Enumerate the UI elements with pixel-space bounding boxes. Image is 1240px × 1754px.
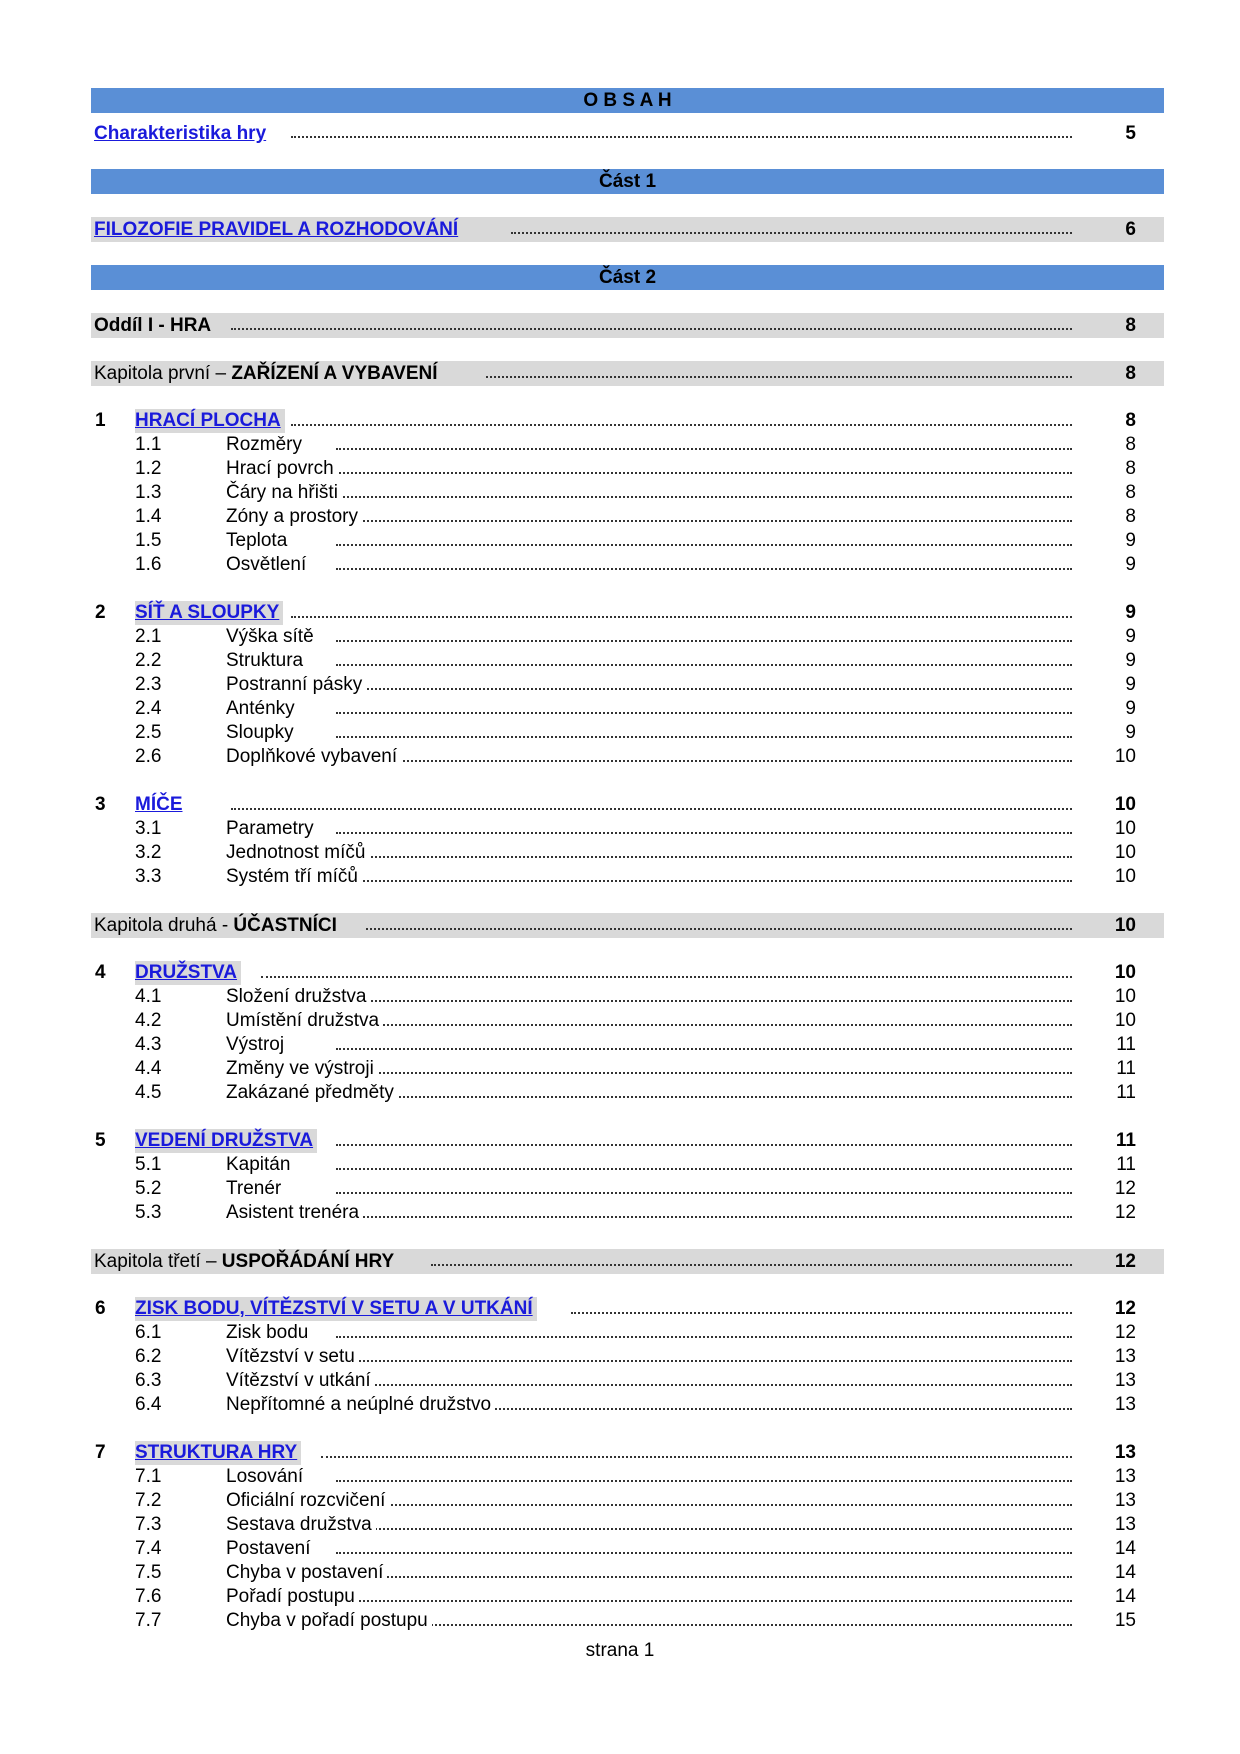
dot-leader: [431, 1264, 1072, 1266]
kapitola1-label: Kapitola první – ZAŘÍZENÍ A VYBAVENÍ: [94, 361, 442, 386]
dot-leader: [291, 424, 1072, 426]
item-title: Vítězství v setu: [226, 1345, 359, 1369]
kapitola3-title: USPOŘÁDÁNÍ HRY: [221, 1251, 395, 1272]
item-title: Jednotnost míčů: [226, 841, 369, 865]
toc-section-2: [91, 601, 1164, 625]
dot-leader: [336, 736, 1072, 738]
page-number: 5: [1125, 123, 1136, 144]
dot-leader: [336, 448, 1072, 450]
kapitola2-title: ÚČASTNÍCI: [233, 915, 337, 936]
item-number: 7.1: [135, 1466, 162, 1487]
toc-item: [91, 1561, 1164, 1585]
item-number: 3.3: [135, 866, 162, 887]
item-title: Výška sítě: [226, 625, 318, 649]
toc-section-3: [91, 793, 1164, 817]
item-title: Losování: [226, 1465, 307, 1489]
section-number: 2: [95, 602, 106, 623]
page-number: 10: [1114, 794, 1136, 815]
link-section-3[interactable]: MÍČE: [135, 794, 183, 815]
dot-leader: [336, 688, 1072, 690]
item-title: Chyba v pořadí postupu: [226, 1609, 432, 1633]
dot-leader: [571, 1312, 1072, 1314]
link-section-2[interactable]: SÍŤ A SLOUPKY: [135, 602, 280, 623]
toc-section-7: [91, 1441, 1164, 1465]
toc-item: [91, 1177, 1164, 1201]
item-title: Hrací povrch: [226, 457, 338, 481]
dot-leader: [321, 1456, 1072, 1458]
toc-entry-kapitola2: [91, 913, 1164, 938]
toc-item: [91, 1321, 1164, 1345]
dot-leader: [336, 472, 1072, 474]
item-title: Postavení: [226, 1537, 315, 1561]
toc-item: [91, 1537, 1164, 1561]
dot-leader: [336, 1192, 1072, 1194]
toc-entry-oddil1: [91, 313, 1164, 338]
dot-leader: [231, 328, 1072, 330]
page-number: 13: [1114, 1466, 1136, 1487]
item-number: 1.6: [135, 554, 162, 575]
page-number: 12: [1114, 1251, 1136, 1272]
item-title: Zakázané předměty: [226, 1081, 398, 1105]
toc-item: [91, 457, 1164, 481]
item-title: Výstroj: [226, 1033, 288, 1057]
toc-item: [91, 1009, 1164, 1033]
item-number: 2.5: [135, 722, 162, 743]
item-title: Trenér: [226, 1177, 285, 1201]
item-title: Zisk bodu: [226, 1321, 312, 1345]
page-number: 12: [1114, 1298, 1136, 1319]
item-title: Sestava družstva: [226, 1513, 376, 1537]
section-number: 4: [95, 962, 106, 983]
item-number: 1.2: [135, 458, 162, 479]
toc-item: [91, 553, 1164, 577]
dot-leader: [336, 520, 1072, 522]
dot-leader: [261, 976, 1072, 978]
item-number: 6.4: [135, 1394, 162, 1415]
item-number: 5.3: [135, 1202, 162, 1223]
toc-item: [91, 529, 1164, 553]
toc-item: [91, 433, 1164, 457]
page-number: 9: [1125, 602, 1136, 623]
item-title: Sloupky: [226, 721, 298, 745]
item-number: 7.2: [135, 1490, 162, 1511]
dot-leader: [336, 664, 1072, 666]
dot-leader: [511, 232, 1072, 234]
dot-leader: [336, 640, 1072, 642]
kapitola1-title: ZAŘÍZENÍ A VYBAVENÍ: [231, 363, 438, 384]
page-number: 10: [1114, 842, 1136, 863]
toc-section-5: [91, 1129, 1164, 1153]
item-number: 4.3: [135, 1034, 162, 1055]
item-title: Složení družstva: [226, 985, 370, 1009]
dot-leader: [336, 1528, 1072, 1530]
dot-leader: [336, 1024, 1072, 1026]
page-number: 10: [1114, 962, 1136, 983]
page-number: 10: [1114, 915, 1136, 936]
page-number: 8: [1125, 458, 1136, 479]
toc-item: [91, 649, 1164, 673]
page-number: 13: [1114, 1442, 1136, 1463]
page-number: 13: [1114, 1370, 1136, 1391]
item-title: Teplota: [226, 529, 291, 553]
page-footer: strana 1: [585, 1640, 655, 1661]
item-title: Postranní pásky: [226, 673, 366, 697]
toc-item: [91, 1033, 1164, 1057]
item-number: 3.2: [135, 842, 162, 863]
item-number: 4.1: [135, 986, 162, 1007]
link-section-4[interactable]: DRUŽSTVA: [135, 962, 238, 983]
item-title: Zóny a prostory: [226, 505, 362, 529]
section-number: 3: [95, 794, 106, 815]
page-number: 8: [1125, 363, 1136, 384]
link-charakteristika-hry[interactable]: Charakteristika hry: [94, 123, 267, 144]
toc-entry-charakteristika: [91, 121, 1164, 146]
item-title: Umístění družstva: [226, 1009, 383, 1033]
page-number: 10: [1114, 866, 1136, 887]
item-title: Parametry: [226, 817, 318, 841]
toc-item: [91, 985, 1164, 1009]
dot-leader: [231, 808, 1072, 810]
kapitola3-label: Kapitola třetí – USPOŘÁDÁNÍ HRY: [94, 1249, 398, 1274]
page-number: 12: [1114, 1202, 1136, 1223]
dot-leader: [336, 832, 1072, 834]
dot-leader: [336, 544, 1072, 546]
item-number: 7.5: [135, 1562, 162, 1583]
dot-leader: [336, 1072, 1072, 1074]
link-section-5[interactable]: VEDENÍ DRUŽSTVA: [135, 1130, 314, 1151]
toc-item: [91, 841, 1164, 865]
toc-item: [91, 673, 1164, 697]
toc-item: [91, 1585, 1164, 1609]
item-title: Struktura: [226, 649, 307, 673]
dot-leader: [336, 496, 1072, 498]
page-number: 14: [1114, 1586, 1136, 1607]
section-number: 1: [95, 410, 106, 431]
part2-heading: Část 2: [598, 267, 657, 288]
dot-leader: [336, 1552, 1072, 1554]
page-number: 9: [1125, 650, 1136, 671]
page-number: 9: [1125, 698, 1136, 719]
item-title: Čáry na hřišti: [226, 481, 342, 505]
page-number: 12: [1114, 1178, 1136, 1199]
part1-bar: [91, 169, 1164, 194]
item-title: Změny ve výstroji: [226, 1057, 378, 1081]
toc-item: [91, 625, 1164, 649]
item-title: Vítězství v utkání: [226, 1369, 375, 1393]
toc-item: [91, 745, 1164, 769]
page-number: 13: [1114, 1394, 1136, 1415]
page-number: 10: [1114, 818, 1136, 839]
item-number: 5.2: [135, 1178, 162, 1199]
dot-leader: [336, 1096, 1072, 1098]
page-number: 14: [1114, 1562, 1136, 1583]
toc-item: [91, 1345, 1164, 1369]
item-number: 5.1: [135, 1154, 162, 1175]
dot-leader: [336, 880, 1072, 882]
item-number: 2.3: [135, 674, 162, 695]
page-number: 9: [1125, 626, 1136, 647]
dot-leader: [366, 928, 1072, 930]
toc-section-1: [91, 409, 1164, 433]
dot-leader: [336, 1048, 1072, 1050]
page-number: 9: [1125, 530, 1136, 551]
page-number: 15: [1114, 1610, 1136, 1631]
toc-item: [91, 1465, 1164, 1489]
item-number: 4.4: [135, 1058, 162, 1079]
toc-item: [91, 865, 1164, 889]
dot-leader: [291, 136, 1072, 138]
toc-item: [91, 697, 1164, 721]
toc-item: [91, 1393, 1164, 1417]
page-number: 8: [1125, 482, 1136, 503]
page-number: 8: [1125, 506, 1136, 527]
item-title: Pořadí postupu: [226, 1585, 359, 1609]
item-number: 2.1: [135, 626, 162, 647]
item-number: 2.2: [135, 650, 162, 671]
toc-entry-kapitola3: [91, 1249, 1164, 1274]
item-number: 2.4: [135, 698, 162, 719]
toc-item: [91, 505, 1164, 529]
toc-item: [91, 1201, 1164, 1225]
dot-leader: [336, 1624, 1072, 1626]
item-number: 1.4: [135, 506, 162, 527]
dot-leader: [336, 760, 1072, 762]
item-number: 7.6: [135, 1586, 162, 1607]
page-number: 14: [1114, 1538, 1136, 1559]
toc-section-4: [91, 961, 1164, 985]
dot-leader: [336, 1384, 1072, 1386]
item-number: 7.3: [135, 1514, 162, 1535]
toc-item: [91, 1513, 1164, 1537]
dot-leader: [486, 376, 1072, 378]
toc-item: [91, 721, 1164, 745]
item-title: Asistent trenéra: [226, 1201, 363, 1225]
item-title: Osvětlení: [226, 553, 310, 577]
toc-header-bar: [91, 88, 1164, 113]
item-number: 3.1: [135, 818, 162, 839]
page-number: 13: [1114, 1514, 1136, 1535]
dot-leader: [336, 1480, 1072, 1482]
item-title: Rozměry: [226, 433, 306, 457]
dot-leader: [336, 1600, 1072, 1602]
section-number: 6: [95, 1298, 106, 1319]
toc-item: [91, 1369, 1164, 1393]
page-number: 11: [1116, 1058, 1136, 1079]
dot-leader: [336, 1216, 1072, 1218]
dot-leader: [336, 1144, 1072, 1146]
toc-item: [91, 481, 1164, 505]
toc-item: [91, 1081, 1164, 1105]
item-number: 6.3: [135, 1370, 162, 1391]
item-number: 1.3: [135, 482, 162, 503]
toc-entry-kapitola1: [91, 361, 1164, 386]
page-number: 10: [1114, 1010, 1136, 1031]
toc-entry-filozofie: [91, 217, 1164, 242]
toc-header: O B S A H: [583, 90, 672, 111]
dot-leader: [336, 712, 1072, 714]
dot-leader: [336, 1168, 1072, 1170]
item-title: Chyba v postavení: [226, 1561, 387, 1585]
page-number: 11: [1116, 1154, 1136, 1175]
page-number: 8: [1125, 434, 1136, 455]
page-number: 11: [1116, 1034, 1136, 1055]
item-title: Systém tří míčů: [226, 865, 362, 889]
part2-bar: [91, 265, 1164, 290]
page-number: 13: [1114, 1490, 1136, 1511]
oddil1-label: Oddíl I - HRA: [94, 313, 215, 338]
item-number: 6.1: [135, 1322, 162, 1343]
kapitola2-label: Kapitola druhá - ÚČASTNÍCI: [94, 913, 341, 938]
dot-leader: [291, 616, 1072, 618]
item-number: 6.2: [135, 1346, 162, 1367]
item-number: 4.2: [135, 1010, 162, 1031]
section-number: 5: [95, 1130, 106, 1151]
item-title: Doplňkové vybavení: [226, 745, 401, 769]
dot-leader: [336, 1360, 1072, 1362]
dot-leader: [336, 1504, 1072, 1506]
link-section-7[interactable]: STRUKTURA HRY: [135, 1442, 298, 1463]
part1-heading: Část 1: [598, 171, 657, 192]
link-section-6[interactable]: ZISK BODU, VÍTĚZSTVÍ V SETU A V UTKÁNÍ: [135, 1298, 533, 1319]
section-number: 7: [95, 1442, 106, 1463]
item-number: 1.1: [135, 434, 162, 455]
dot-leader: [336, 1576, 1072, 1578]
link-section-1[interactable]: HRACÍ PLOCHA: [135, 410, 281, 431]
item-title: Anténky: [226, 697, 299, 721]
page-number: 12: [1114, 1322, 1136, 1343]
toc-item: [91, 1057, 1164, 1081]
item-number: 2.6: [135, 746, 162, 767]
page-number: 6: [1125, 219, 1136, 240]
toc-item: [91, 817, 1164, 841]
dot-leader: [336, 856, 1072, 858]
item-number: 4.5: [135, 1082, 162, 1103]
item-title: Kapitán: [226, 1153, 294, 1177]
page-number: 11: [1115, 1130, 1136, 1151]
dot-leader: [336, 568, 1072, 570]
link-filozofie[interactable]: FILOZOFIE PRAVIDEL A ROZHODOVÁNÍ: [94, 219, 459, 240]
page-number: 9: [1125, 674, 1136, 695]
page-number: 13: [1114, 1346, 1136, 1367]
item-number: 7.7: [135, 1610, 162, 1631]
toc-section-6: [91, 1297, 1164, 1321]
item-title: Nepřítomné a neúplné družstvo: [226, 1393, 495, 1417]
page-number: 8: [1125, 410, 1136, 431]
toc-item: [91, 1489, 1164, 1513]
page-number: 10: [1114, 986, 1136, 1007]
page-number: 8: [1125, 315, 1136, 336]
toc-item: [91, 1609, 1164, 1633]
dot-leader: [336, 1000, 1072, 1002]
page-number: 11: [1116, 1082, 1136, 1103]
item-number: 7.4: [135, 1538, 162, 1559]
item-title: Oficiální rozcvičení: [226, 1489, 389, 1513]
dot-leader: [336, 1336, 1072, 1338]
page-number: 10: [1114, 746, 1136, 767]
item-number: 1.5: [135, 530, 162, 551]
toc-item: [91, 1153, 1164, 1177]
page-number: 9: [1125, 554, 1136, 575]
page-number: 9: [1125, 722, 1136, 743]
